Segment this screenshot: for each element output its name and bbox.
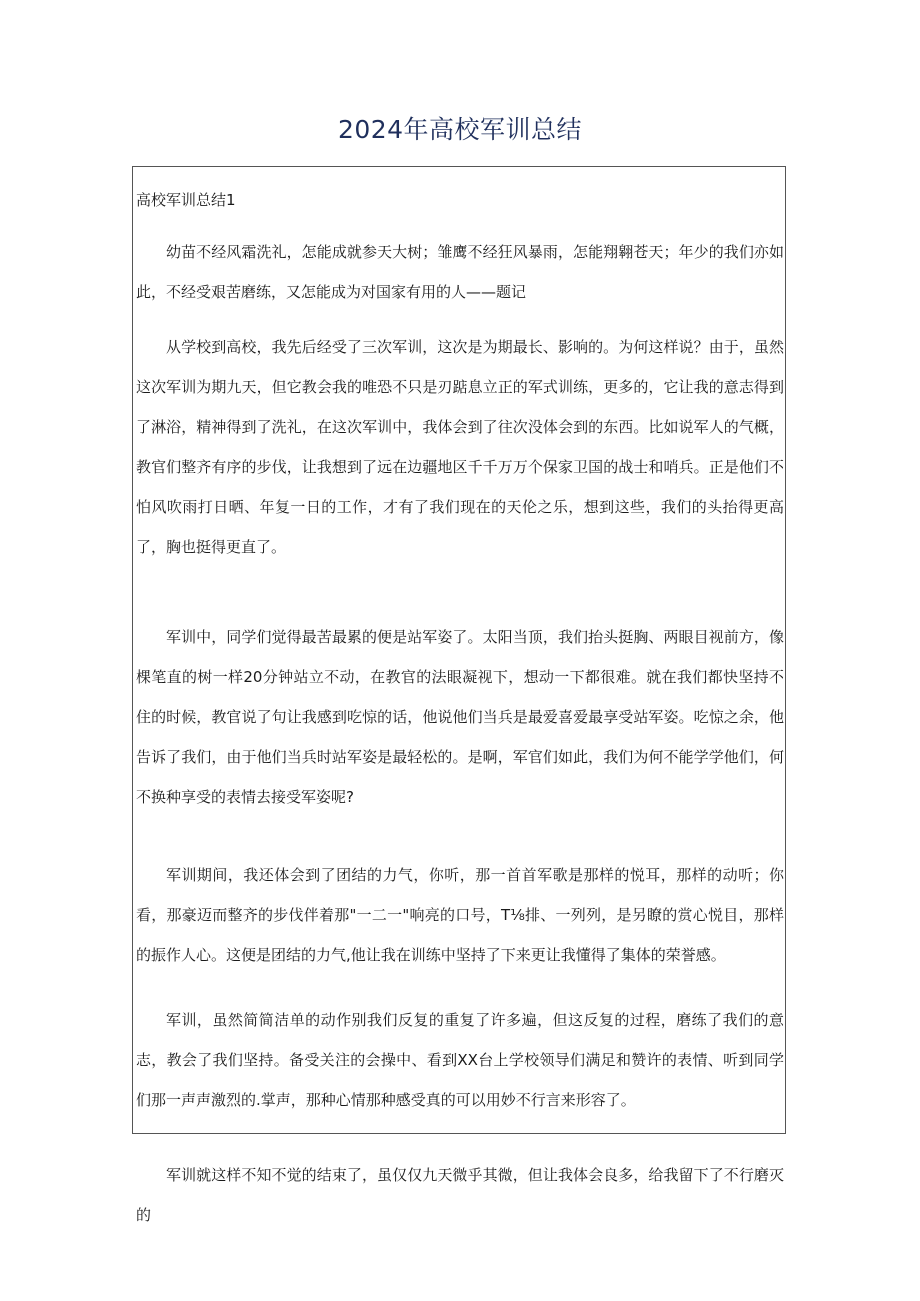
paragraph-standing-posture: 军训中，同学们觉得最苦最累的便是站军姿了。太阳当顶，我们抬头挺胸、两眼目视前方，像棵笔直的树一样20分钟站立不动，在教官的法眼凝视下，想动一下都很难。就在我们都快坚持不住的时候，教官说了句让我感到吃惊的话，他说他们当兵是最爱喜爱最享受站军姿。吃惊之余，他告诉了我们，由于他们当兵时站军姿是最轻松的。是啊，军官们如此，我们为何不能学学他们，何不换种享受的表情去接受军姿呢? [136,628,784,806]
document-title: 2024年高校军训总结 [337,115,583,144]
section-subheading: 高校军训总结1 [136,191,236,209]
paragraph-unity: 军训期间，我还体会到了团结的力气，你听，那一首首军歌是那样的悦耳，那样的动听；你看，那豪迈而整齐的步伐伴着那"一二一"响亮的口号，T⅛排、一列列，是另瞭的赏心悦目，那样的振作人心。这便是团结的力气,他让我在训练中坚持了下来更让我懂得了集体的荣誉感。 [136,866,784,964]
paragraph-conclusion: 军训就这样不知不觉的结束了，虽仅仅九天微乎其微，但让我体会良多，给我留下了不行磨灭的 [136,1166,784,1224]
paragraph-perseverance: 军训，虽然简简洁单的动作别我们反复的重复了许多遍，但这反复的过程，磨练了我们的意志，教会了我们坚持。备受关注的会操中、看到XX台上学校领导们满足和赞许的表情、听到同学们那一声声激烈的.掌声，那种心情那种感受真的可以用妙不行言来形容了。 [136,1011,784,1109]
paragraph-training-overview: 从学校到高校，我先后经受了三次军训，这次是为期最长、影响的。为何这样说？由于，虽然这次军训为期九天，但它教会我的唯恐不只是刃踮息立正的军式训练，更多的，它让我的意志得到了淋浴，精神得到了洗礼，在这次军训中，我体会到了往次没体会到的东西。比如说军人的气概，教官们整齐有序的步伐，让我想到了远在边疆地区千千万万个保家卫国的战士和哨兵。正是他们不怕风吹雨打日晒、年复一日的工作，才有了我们现在的天伦之乐，想到这些，我们的头抬得更高了，胸也挺得更直了。 [136,338,784,556]
paragraph-epigraph: 幼苗不经风霜洗礼，怎能成就参天大树；雏鹰不经狂风暴雨，怎能翔翱苍天；年少的我们亦如此，不经受艰苦磨练，又怎能成为对国家有用的人——题记 [136,243,784,301]
